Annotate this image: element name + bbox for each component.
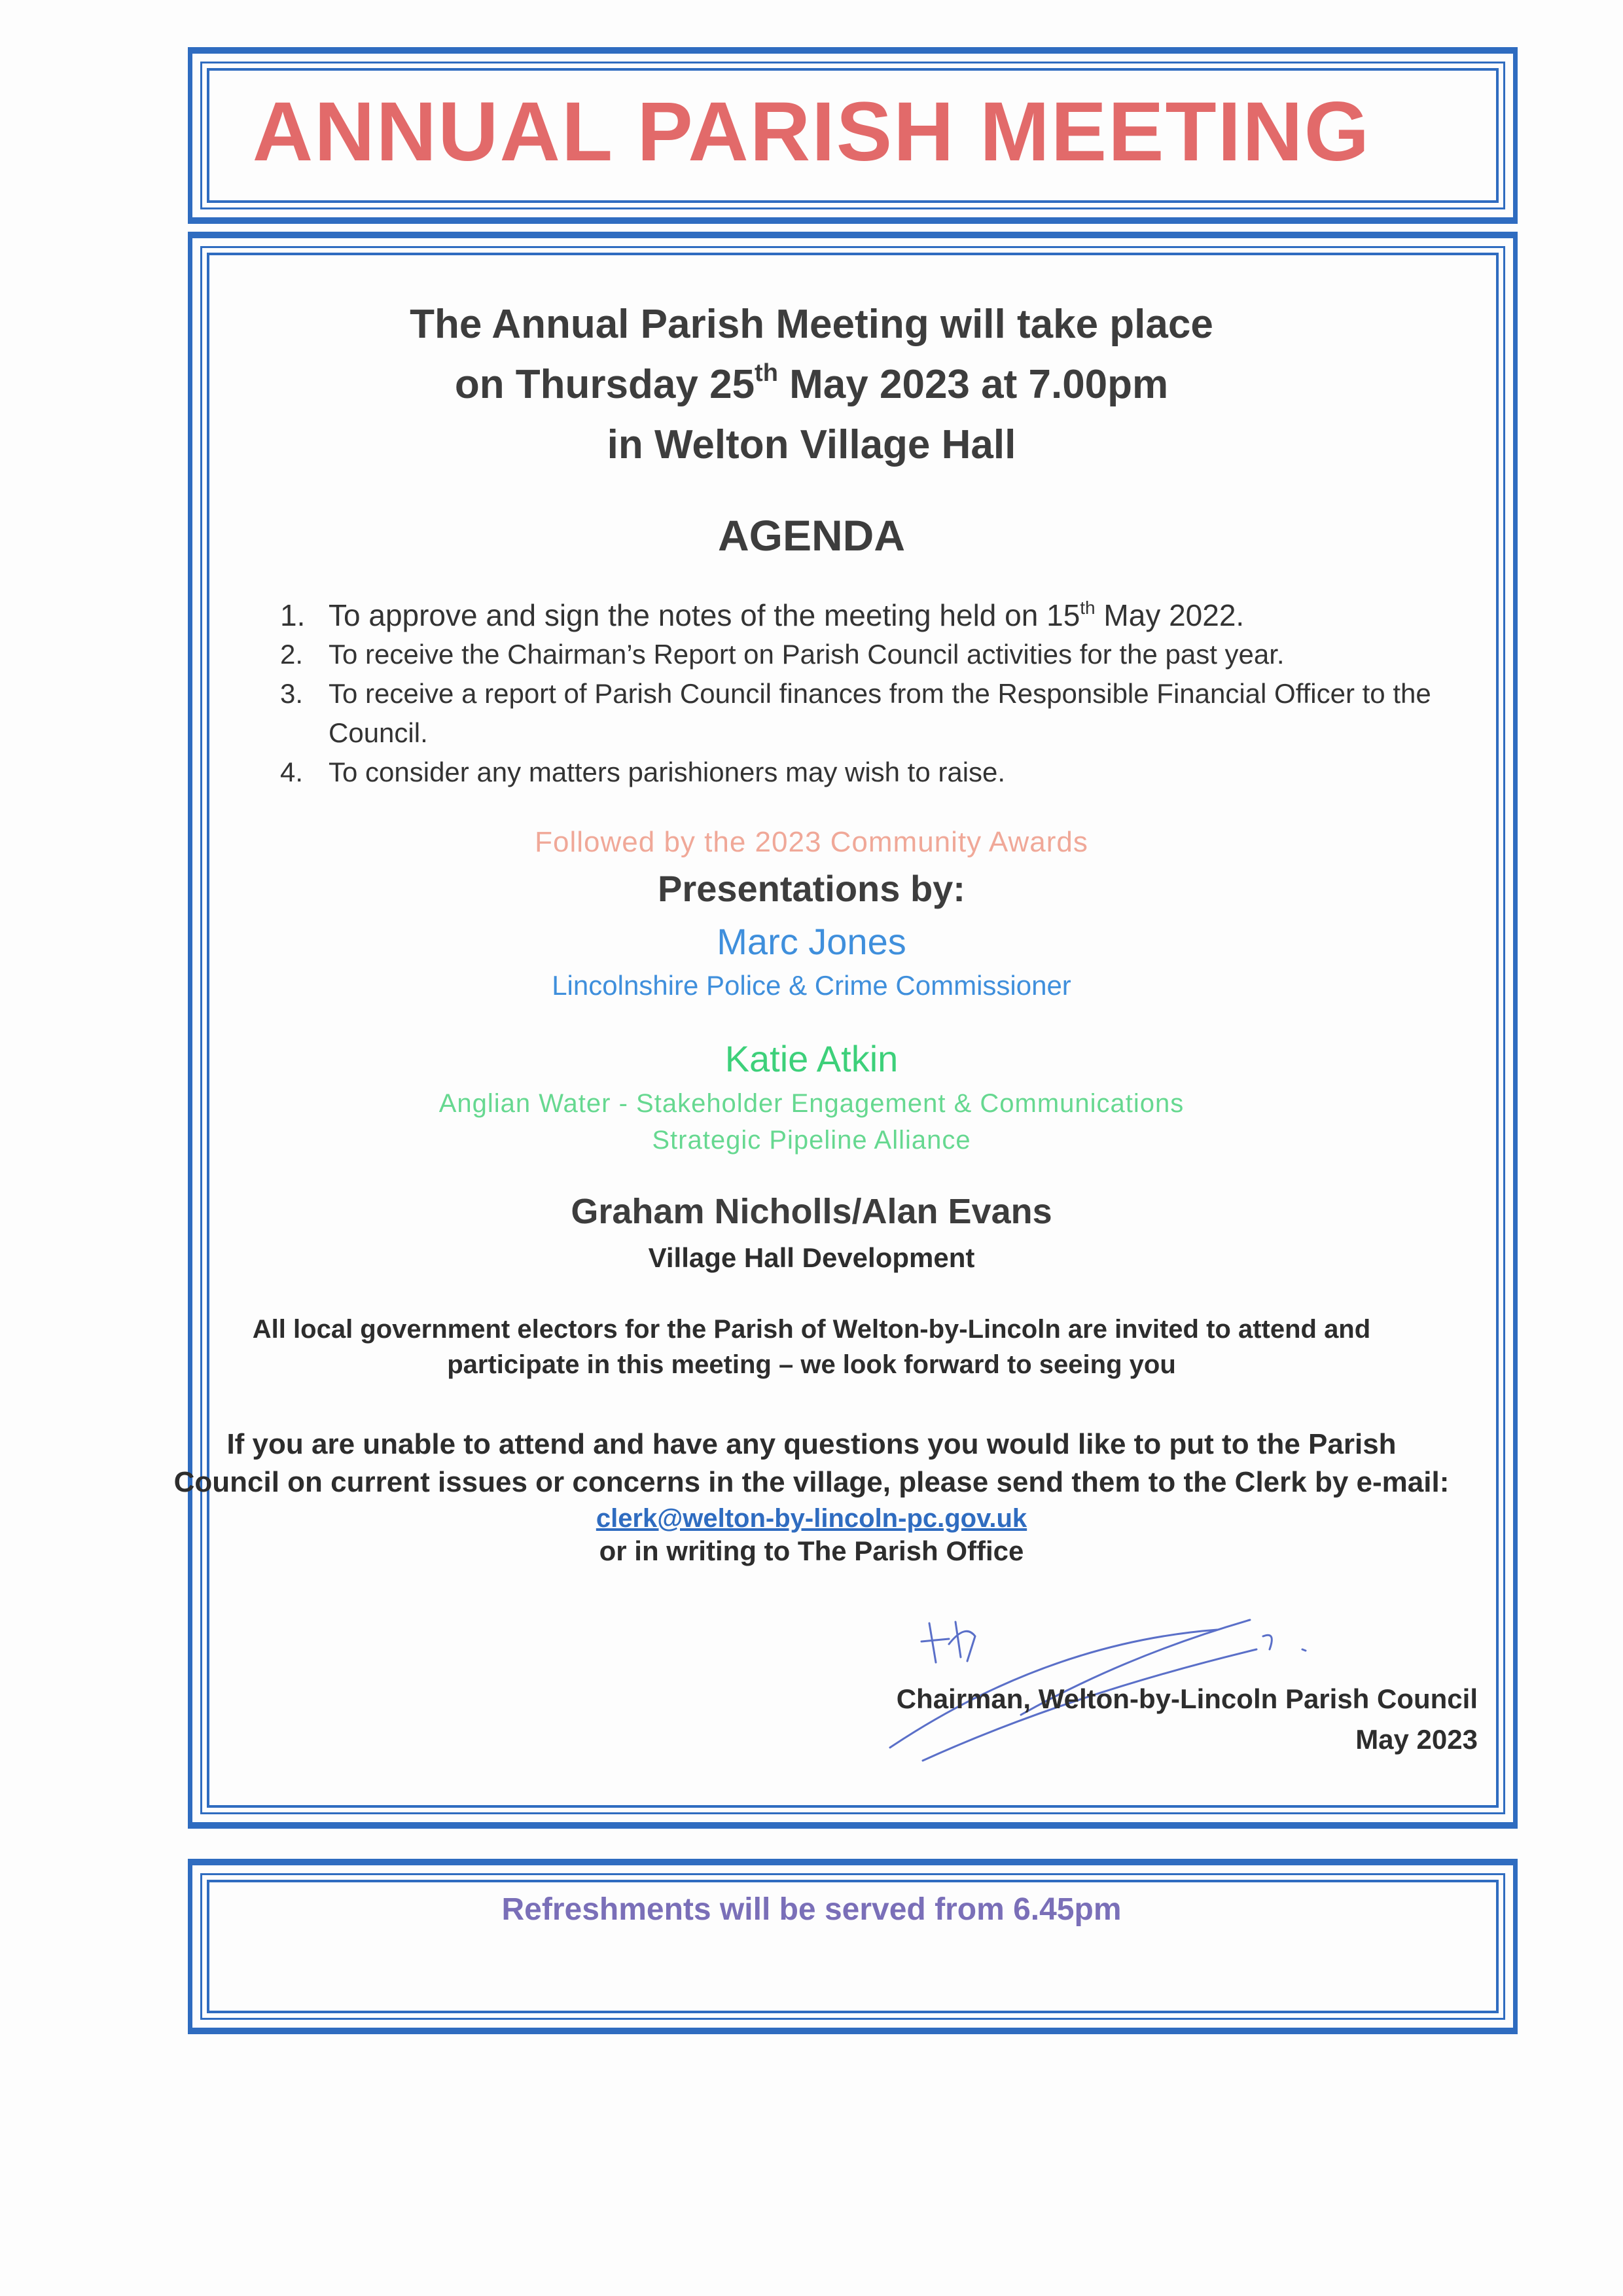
electors-invitation: All local government electors for the Parish of Welton-by-Lincoln are invited to attend and participate in this meeting – we look forward to seeing you — [252, 1315, 1371, 1379]
presenter-name: Marc Jones — [717, 921, 906, 962]
signoff-role: Chairman, Welton-by-Lincoln Parish Council — [896, 1683, 1478, 1714]
signoff-date: May 2023 — [1355, 1724, 1478, 1755]
presenter-role: Strategic Pipeline Alliance — [652, 1126, 971, 1155]
followed-by-awards: Followed by the 2023 Community Awards — [535, 826, 1088, 858]
presenter-role: Lincolnshire Police & Crime Commissioner — [552, 970, 1071, 1001]
presenter-role: Village Hall Development — [648, 1242, 975, 1273]
agenda-item: 3. To receive a report of Parish Council finances from the Responsible Financial Officer to the Council. — [280, 678, 1431, 748]
presenter-name: Graham Nicholls/Alan Evans — [571, 1192, 1052, 1231]
page-title: ANNUAL PARISH MEETING — [252, 85, 1371, 179]
handwritten-signature — [851, 1584, 1309, 1780]
presenter-role: Anglian Water - Stakeholder Engagement & Communications — [438, 1089, 1185, 1118]
refreshments-frame — [188, 1859, 1518, 2034]
questions-text: If you are unable to attend and have any questions you would like to put to the Parish Council on current issues or concerns in the village, please send them to the Clerk by e-mail: — [173, 1428, 1450, 1498]
writing-note: or in writing to The Parish Office — [599, 1535, 1024, 1566]
intro-line-3: in Welton Village Hall — [607, 422, 1016, 467]
refreshments-note: Refreshments will be served from 6.45pm — [501, 1892, 1122, 1927]
agenda-item: 2. To receive the Chairman’s Report on Parish Council activities for the past year. — [280, 639, 1285, 670]
agenda-item: 1. To approve and sign the notes of the meeting held on 15th May 2022. — [280, 598, 1245, 632]
intro-line-1: The Annual Parish Meeting will take place — [410, 302, 1213, 347]
agenda-item: 4. To consider any matters parishioners may wish to raise. — [280, 757, 1006, 787]
agenda-list — [275, 596, 1492, 792]
presentations-heading: Presentations by: — [658, 868, 965, 909]
clerk-email-link[interactable]: clerk@welton-by-lincoln-pc.gov.uk — [596, 1504, 1027, 1533]
meeting-intro — [0, 295, 1623, 475]
presenter-name: Katie Atkin — [724, 1038, 899, 1079]
intro-line-2: on Thursday 25th May 2023 at 7.00pm — [454, 359, 1169, 407]
agenda-heading: AGENDA — [717, 511, 905, 560]
